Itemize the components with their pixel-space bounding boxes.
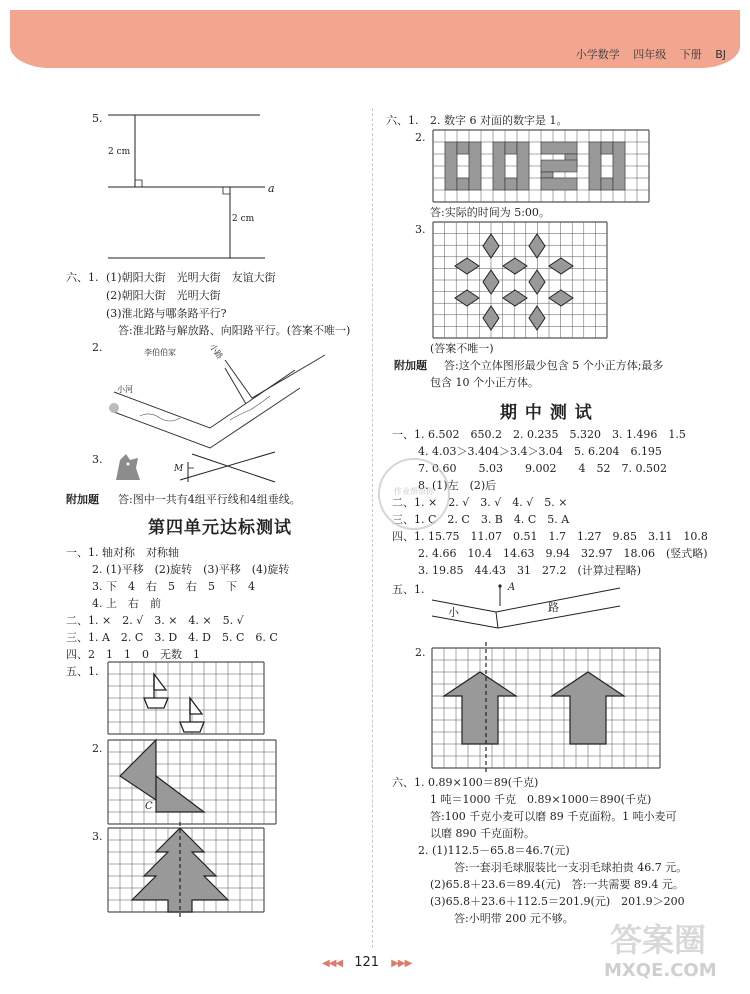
mid-x8: (3)65.8＋23.6＋112.5＝201.9(元) 201.9＞200	[430, 895, 685, 908]
line-label-a: a	[268, 182, 275, 195]
grid-rotated-triangles	[108, 740, 276, 824]
mid-r2: 4. 4.03＞3.404＞3.4＞3.04 5. 6.204 6.195	[418, 445, 662, 458]
road-label-small: 小	[448, 606, 459, 619]
column-divider	[372, 108, 373, 948]
distance-label-2: 2 cm	[232, 214, 255, 224]
mid-x3: 答:100 千克小麦可以磨 89 千克面粉。1 吨小麦可	[430, 810, 677, 823]
right-extra-l2: 包含 10 个小正方体。	[430, 376, 539, 389]
page-number-bar	[322, 955, 411, 970]
header-meta	[566, 46, 726, 62]
header-subject: 小学数学	[575, 48, 620, 61]
watermark-logo: 答案圈	[610, 921, 707, 959]
mid-r9: 3. 19.85 44.43 31 27.2 (计算过程略)	[418, 564, 642, 577]
mid-x4: 以磨 890 千克面粉。	[430, 827, 535, 840]
stamp-text: 作业帮帮你	[394, 487, 434, 496]
grid-boats	[108, 662, 264, 734]
midterm-title: 期 中 测 试	[500, 403, 593, 423]
mid-r6: 三、1. C 2. C 3. B 4. C 5. A	[392, 513, 570, 526]
page-number: 121	[354, 955, 380, 970]
path-label: 小路	[207, 342, 225, 361]
mid-r1: 一、1. 6.502 650.2 2. 0.235 5.320 3. 1.496 1.5	[392, 428, 686, 441]
prev-arrows-icon: ◀◀◀	[322, 958, 343, 969]
left-extra-label: 附加题	[66, 493, 99, 506]
right-extra-label: 附加题	[394, 359, 427, 372]
point-c-label: C	[145, 801, 153, 812]
unit-title: 第四单元达标测试	[148, 518, 292, 538]
left-extra-text: 答:图中一共有4组平行线和4组垂线。	[118, 493, 301, 506]
mid-x7: (2)65.8＋23.6＝89.4(元) 答:一共需要 89.4 元。	[430, 878, 684, 891]
mid-r5: 二、1. × 2. √ 3. √ 4. √ 5. ×	[392, 496, 568, 509]
mid-x2: 1 吨＝1000 千克 0.89×1000＝890(千克)	[430, 793, 652, 806]
mid-q2: 2.	[415, 646, 426, 659]
parallel-distance-figure	[100, 108, 280, 268]
mid-r3: 7. 0.60 5.03 9.002 4 52 7. 0.502	[418, 462, 667, 475]
right-extra-l1: 答:这个立体图形最少包含 5 个小正方体;最多	[444, 359, 664, 372]
mid-x1: 六、1. 0.89×100＝89(千克)	[392, 776, 539, 789]
header-grade: 四年级	[633, 48, 667, 61]
left-s6-l1: (1)朝阳大街 光明大街 友谊大街	[106, 271, 276, 284]
mid-x6: 答:一套羽毛球服装比一支羽毛球拍贵 46.7 元。	[454, 861, 688, 874]
header-volume: 下册	[679, 48, 702, 61]
right-note: (答案不唯一)	[430, 342, 494, 355]
mid-r7: 四、1. 15.75 11.07 0.51 1.7 1.27 9.85 3.11 10.8	[392, 530, 708, 543]
mid-x5: 2. (1)112.5－65.8＝46.7(元)	[418, 844, 570, 857]
left-s6-l3: (3)淮北路与哪条路平行?	[106, 307, 227, 320]
mid-r8: 2. 4.66 10.4 14.63 9.94 32.97 18.06 (竖式略)	[418, 547, 708, 560]
header-edition: BJ	[715, 48, 726, 61]
road-point-figure	[430, 578, 630, 650]
left-s6-l2: (2)朝阳大街 光明大街	[106, 289, 221, 302]
duck-icon	[109, 403, 119, 413]
mid-x9: 答:小明带 200 元不够。	[454, 912, 574, 925]
right-s6-q3: 3.	[415, 223, 426, 236]
unit-r2: 2. (1)平移 (2)旋转 (3)平移 (4)旋转	[92, 563, 290, 576]
watermark-url: MXQE.COM	[604, 960, 717, 981]
right-s6-q2: 2.	[415, 131, 426, 144]
stamp-watermark	[378, 458, 450, 530]
grid-symmetric-tree	[108, 828, 264, 912]
right-s6-l1: 2. 数字 6 对面的数字是 1。	[430, 114, 568, 127]
left-s6-l4: 答:淮北路与解放路、向阳路平行。(答案不唯一)	[118, 324, 351, 337]
header-band	[10, 10, 740, 68]
q5-label: 5.	[92, 112, 103, 125]
unit-r8: 五、1.	[66, 665, 99, 678]
right-s6-num: 六、1.	[386, 114, 419, 127]
next-arrows-icon: ▶▶▶	[391, 958, 412, 969]
house-label: 李伯伯家	[144, 348, 176, 357]
mid-r10: 五、1.	[392, 583, 425, 596]
point-m-label: M	[174, 464, 184, 474]
distance-label-1: 2 cm	[108, 147, 131, 157]
unit-r5: 二、1. × 2. √ 3. × 4. × 5. √	[66, 614, 244, 627]
left-s6-q2: 2.	[92, 341, 103, 354]
unit-r6: 三、1. A 2. C 3. D 4. D 5. C 6. C	[66, 631, 278, 644]
wolf-icon	[112, 450, 144, 484]
unit-r7: 四、2 1 1 0 无数 1	[66, 648, 200, 661]
grid-diamond-pattern	[433, 222, 607, 338]
road-label-road: 路	[548, 601, 559, 614]
unit-q2: 2.	[92, 742, 103, 755]
unit-r3: 3. 下 4 右 5 右 5 下 4	[92, 580, 255, 593]
unit-q3: 3.	[92, 830, 103, 843]
point-a-label: A	[508, 582, 516, 593]
left-s6-num: 六、1.	[66, 271, 99, 284]
left-s6-q3: 3.	[92, 453, 103, 466]
unit-r1: 一、1. 轴对称 对称轴	[66, 546, 179, 559]
angle-lines-figure	[170, 448, 280, 488]
unit-r4: 4. 上 右 前	[92, 597, 161, 610]
right-ans2: 答:实际的时间为 5:00。	[430, 206, 550, 219]
river-label: 小河	[117, 385, 133, 394]
grid-digital-clock	[433, 130, 649, 202]
grid-arrows	[432, 648, 660, 768]
mid-r4: 8. (1)左 (2)后	[418, 479, 497, 492]
